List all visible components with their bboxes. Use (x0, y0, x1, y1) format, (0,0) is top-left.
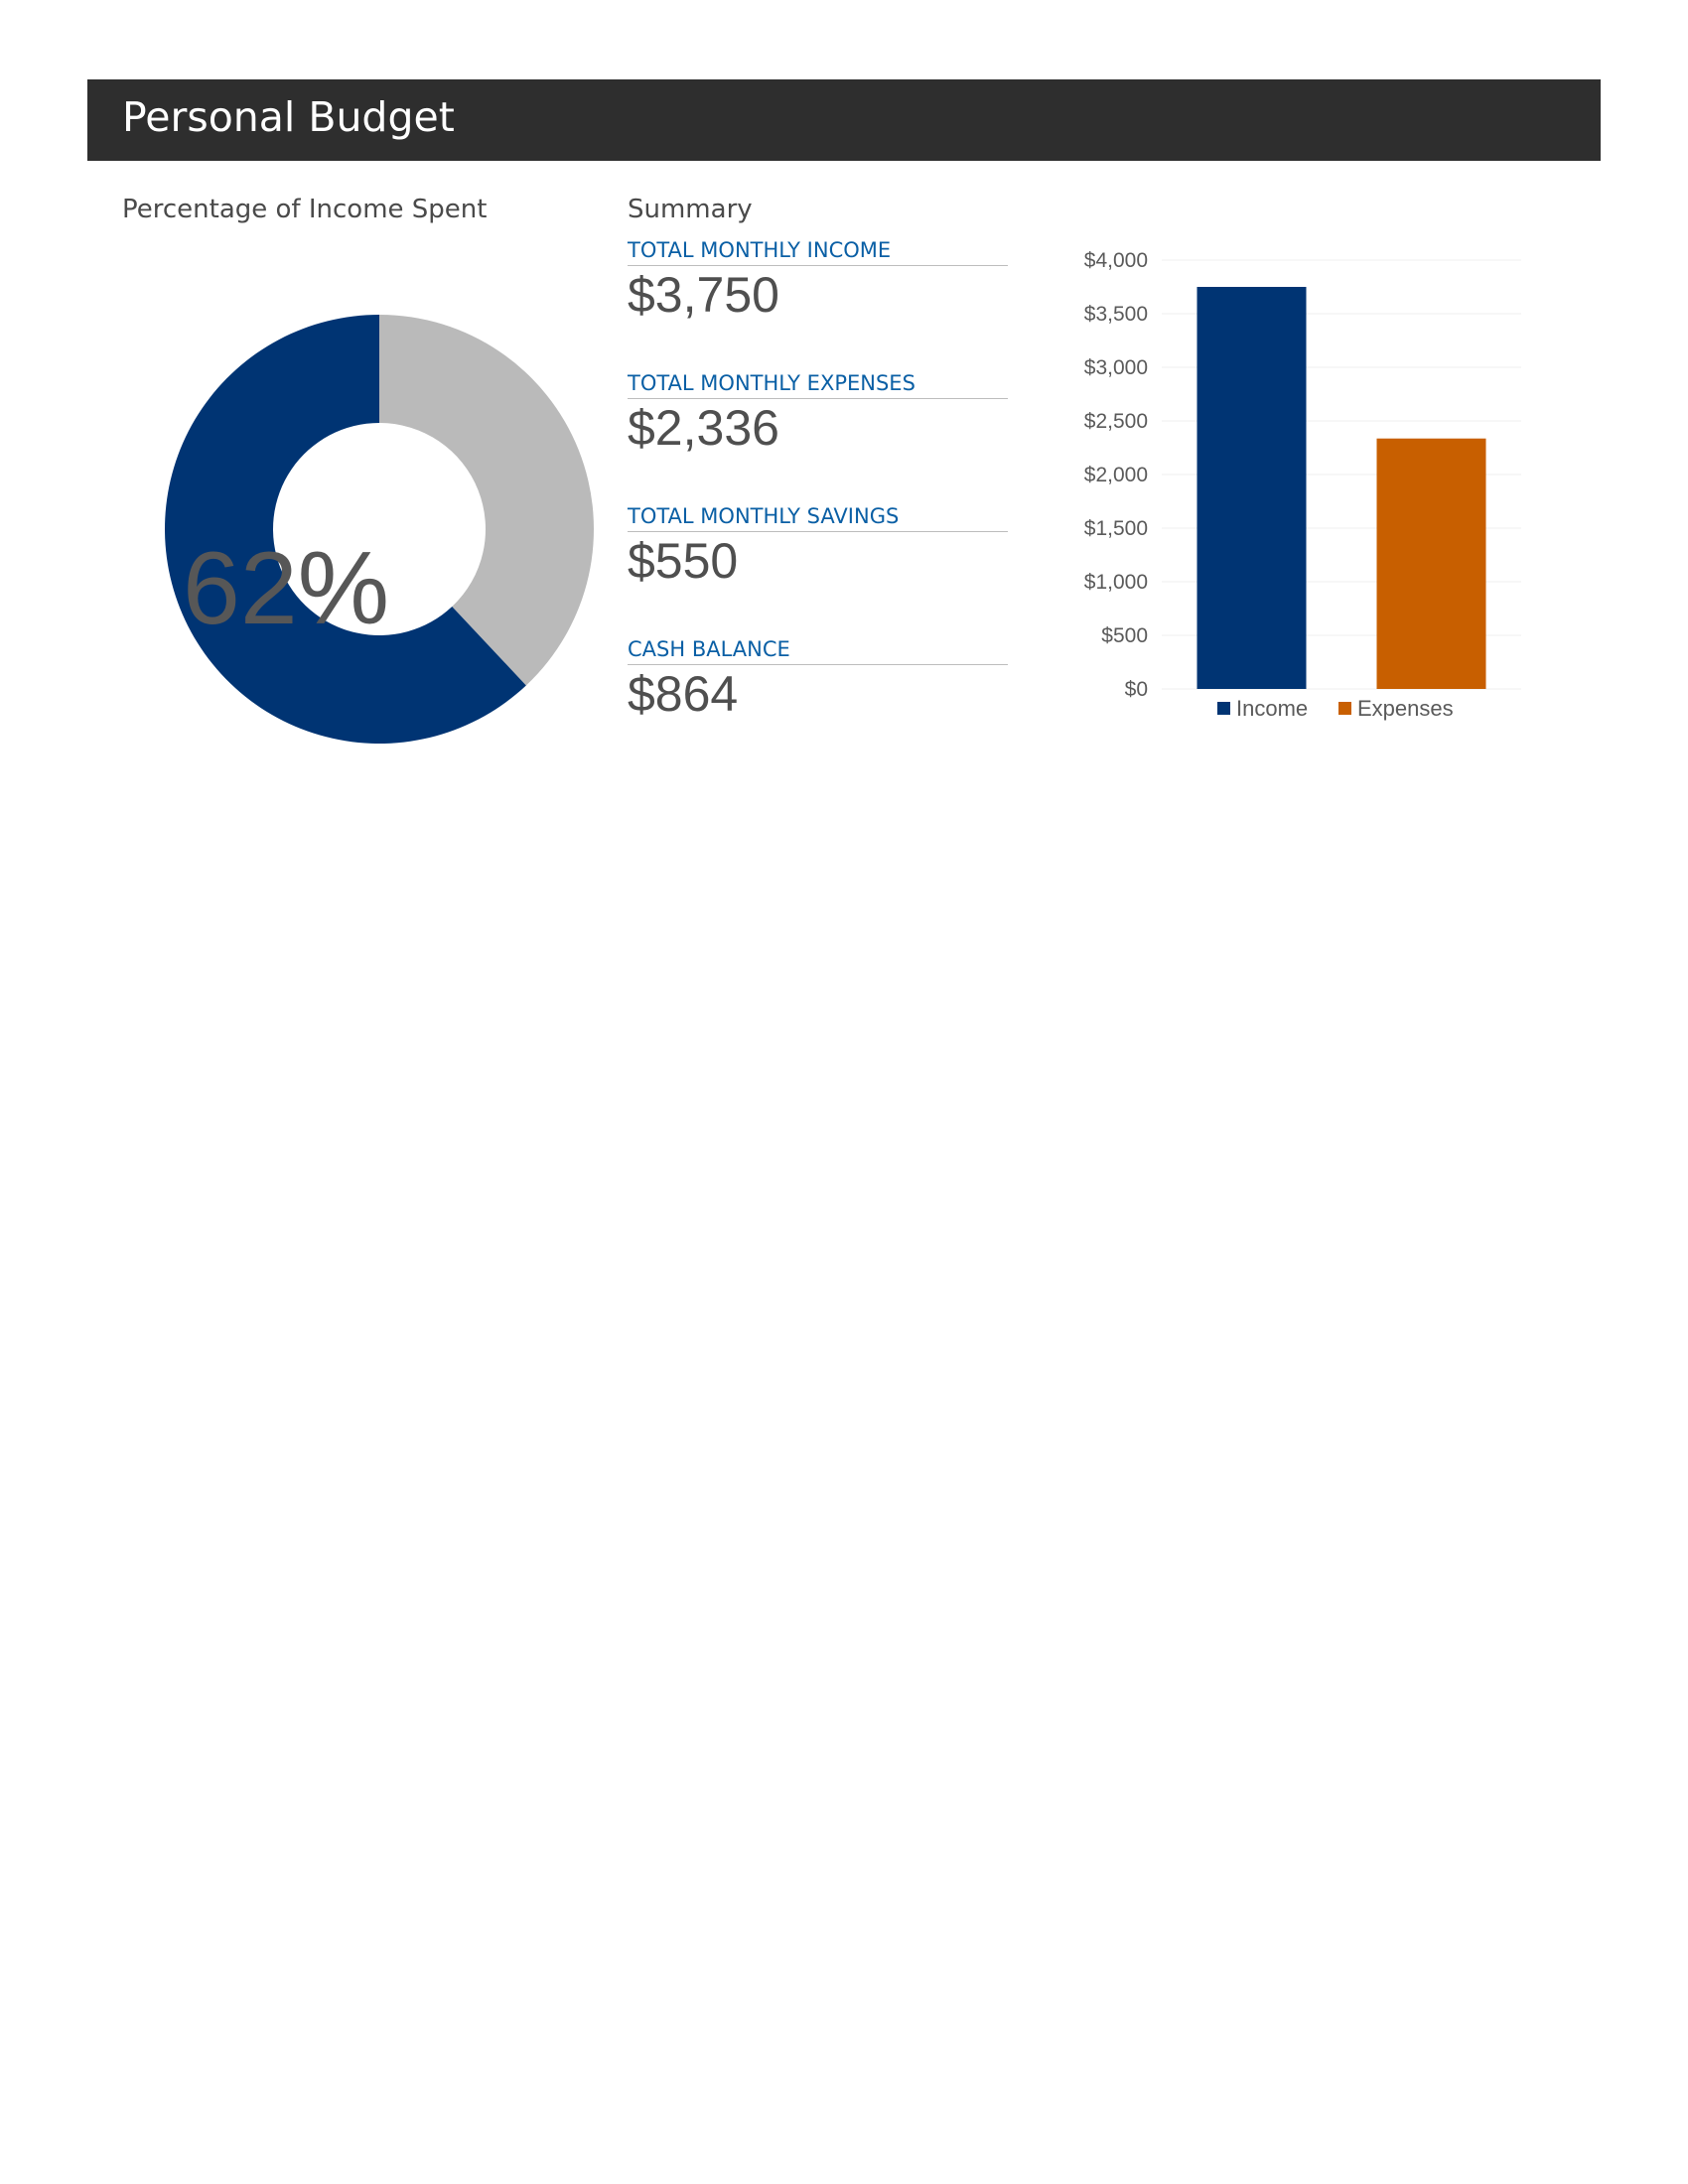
legend-swatch (1338, 702, 1351, 715)
percent-spent-value: 62% (183, 531, 390, 646)
summary-value: $3,750 (628, 267, 779, 323)
y-tick-label: $1,000 (1083, 571, 1148, 594)
legend-label: Income (1236, 696, 1309, 721)
legend-label: Expenses (1357, 696, 1454, 721)
income-expenses-chart (1053, 238, 1549, 735)
bar-income (1197, 287, 1307, 689)
summary-savings (628, 504, 1008, 591)
page-title: Personal Budget (122, 93, 455, 141)
y-tick-label: $3,000 (1083, 356, 1148, 379)
y-tick-label: $2,000 (1083, 464, 1148, 486)
donut-slice-remaining (379, 315, 594, 685)
y-tick-label: $2,500 (1083, 410, 1148, 433)
summary-value: $864 (628, 666, 739, 722)
summary-label: CASH BALANCE (628, 637, 1008, 665)
bar-chart-svg (1053, 238, 1549, 735)
summary-expenses (628, 371, 1008, 458)
summary-label: TOTAL MONTHLY EXPENSES (628, 371, 1008, 399)
title-bar (87, 79, 1601, 161)
summary-value: $550 (628, 533, 739, 589)
y-tick-label: $3,500 (1083, 303, 1148, 326)
summary-income (628, 238, 1008, 325)
donut-chart (165, 313, 594, 750)
y-tick-label: $4,000 (1083, 249, 1148, 272)
y-tick-label: $0 (1124, 678, 1148, 701)
summary-heading: Summary (628, 195, 753, 224)
legend-swatch (1217, 702, 1230, 715)
summary-cash-balance (628, 637, 1008, 724)
summary-label: TOTAL MONTHLY INCOME (628, 238, 1008, 266)
y-tick-label: $1,500 (1083, 517, 1148, 540)
bar-expenses (1377, 439, 1486, 689)
summary-value: $2,336 (628, 400, 779, 456)
y-tick-label: $500 (1101, 624, 1148, 647)
summary-label: TOTAL MONTHLY SAVINGS (628, 504, 1008, 532)
donut-heading: Percentage of Income Spent (122, 195, 488, 224)
